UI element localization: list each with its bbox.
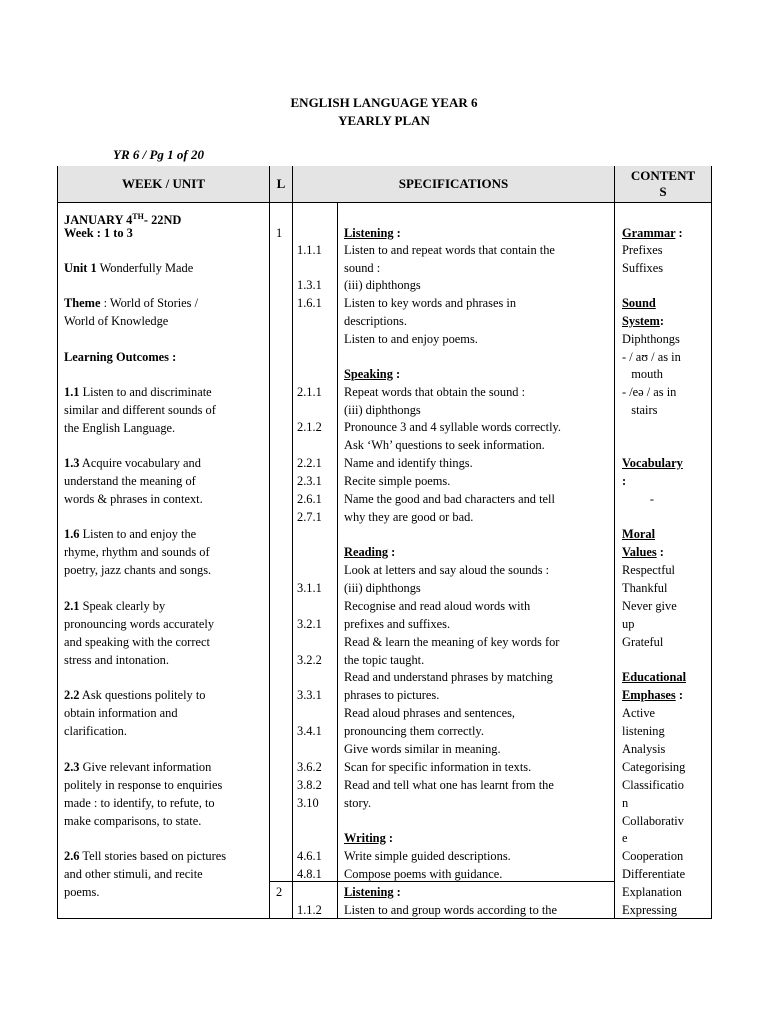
spec-number: 4.6.1 xyxy=(297,849,322,863)
spec-number: 2.3.1 xyxy=(297,474,322,488)
week-unit-line: words & phrases in context. xyxy=(64,492,203,506)
col-divider-2 xyxy=(292,166,293,919)
contents-line: n xyxy=(622,796,629,810)
contents-line: Expressing xyxy=(622,903,678,917)
week-unit-line: clarification. xyxy=(64,724,127,738)
contents-line: Suffixes xyxy=(622,261,664,275)
week-unit-line: Unit 1 Wonderfully Made xyxy=(64,261,194,275)
spec-number: 1.6.1 xyxy=(297,296,322,310)
spec-line: (iii) diphthongs xyxy=(344,278,421,292)
header-l: L xyxy=(270,166,292,202)
spec-line: Read aloud phrases and sentences, xyxy=(344,706,516,720)
contents-line: Active xyxy=(622,706,656,720)
week-unit-line: and speaking with the correct xyxy=(64,635,210,649)
spec-number: 3.6.2 xyxy=(297,760,322,774)
week-unit-line: 2.2 Ask questions politely to xyxy=(64,688,206,702)
spec-number: 3.2.1 xyxy=(297,617,322,631)
week-unit-line: rhyme, rhythm and sounds of xyxy=(64,545,210,559)
spec-line: Give words similar in meaning. xyxy=(344,742,501,756)
spec-number: 2.2.1 xyxy=(297,456,322,470)
spec-number: 3.10 xyxy=(297,796,319,810)
contents-line: e xyxy=(622,831,628,845)
spec-line: Name the good and bad characters and tell xyxy=(344,492,555,506)
contents-heading: Vocabulary xyxy=(622,456,683,470)
spec-line: sound : xyxy=(344,261,381,275)
header-week-unit: WEEK / UNIT xyxy=(58,166,269,202)
spec-line: Recognise and read aloud words with xyxy=(344,599,531,613)
contents-line: mouth xyxy=(622,367,663,381)
contents-line: - xyxy=(622,492,655,506)
week-unit-line: 2.1 Speak clearly by xyxy=(64,599,166,613)
spec-line: pronouncing them correctly. xyxy=(344,724,484,738)
contents-line: Prefixes xyxy=(622,243,663,257)
skill-heading: Reading : xyxy=(344,545,396,559)
spec-line: Name and identify things. xyxy=(344,456,473,470)
contents-line: Never give xyxy=(622,599,677,613)
week-unit-line: politely in response to enquiries xyxy=(64,778,223,792)
contents-line: Respectful xyxy=(622,563,675,577)
spec-line: Compose poems with guidance. xyxy=(344,867,503,881)
contents-line: stairs xyxy=(622,403,658,417)
col-divider-4 xyxy=(614,166,615,919)
contents-heading: Moral xyxy=(622,527,656,541)
lesson-number: 2 xyxy=(276,885,283,899)
contents-line: - /eə / as in xyxy=(622,385,677,399)
col-divider-3 xyxy=(337,202,338,919)
spec-line: (iii) diphthongs xyxy=(344,403,421,417)
spec-line: Listen to and repeat words that contain the xyxy=(344,243,555,257)
week-unit-line: 1.3 Acquire vocabulary and xyxy=(64,456,201,470)
week-unit-line: obtain information and xyxy=(64,706,178,720)
spec-line: prefixes and suffixes. xyxy=(344,617,451,631)
week-unit-line: make comparisons, to state. xyxy=(64,814,202,828)
document-subtitle: YEARLY PLAN xyxy=(338,113,430,128)
contents-line: Explanation xyxy=(622,885,682,899)
skill-heading: Listening : xyxy=(344,885,401,899)
col-divider-1 xyxy=(269,166,270,919)
skill-heading: Speaking : xyxy=(344,367,401,381)
week-unit-line: poems. xyxy=(64,885,100,899)
spec-line: Read and tell what one has learnt from the xyxy=(344,778,554,792)
contents-line: Classificatio xyxy=(622,778,684,792)
week-unit-line: Week : 1 to 3 xyxy=(64,226,133,240)
week-unit-line: similar and different sounds of xyxy=(64,403,216,417)
contents-line: Categorising xyxy=(622,760,686,774)
contents-line: up xyxy=(622,617,635,631)
spec-number: 2.1.1 xyxy=(297,385,322,399)
spec-line: Look at letters and say aloud the sounds : xyxy=(344,563,550,577)
contents-line: - / aʊ / as in xyxy=(622,350,681,364)
spec-number: 2.6.1 xyxy=(297,492,322,506)
spec-line: story. xyxy=(344,796,372,810)
week-unit-line: JANUARY 4TH- 22ND xyxy=(64,212,182,228)
week-unit-line: made : to identify, to refute, to xyxy=(64,796,215,810)
spec-line: Repeat words that obtain the sound : xyxy=(344,385,526,399)
spec-number: 2.7.1 xyxy=(297,510,322,524)
spec-line: why they are good or bad. xyxy=(344,510,474,524)
week-unit-line: understand the meaning of xyxy=(64,474,196,488)
contents-heading: Educational xyxy=(622,670,687,684)
spec-number: 1.3.1 xyxy=(297,278,322,292)
contents-line: Collaborativ xyxy=(622,814,684,828)
header-specifications: SPECIFICATIONS xyxy=(293,166,614,202)
week-unit-line: and other stimuli, and recite xyxy=(64,867,203,881)
contents-line: Thankful xyxy=(622,581,668,595)
spec-line: Recite simple poems. xyxy=(344,474,451,488)
skill-heading: Writing : xyxy=(344,831,393,845)
contents-heading: System: xyxy=(622,314,664,328)
contents-line: listening xyxy=(622,724,665,738)
contents-line: Cooperation xyxy=(622,849,684,863)
week-unit-line: poetry, jazz chants and songs. xyxy=(64,563,212,577)
spec-line: Read & learn the meaning of key words for xyxy=(344,635,560,649)
contents-heading: Grammar : xyxy=(622,226,683,240)
spec-line: Listen to and enjoy poems. xyxy=(344,332,478,346)
spec-line: the topic taught. xyxy=(344,653,425,667)
spec-number: 1.1.2 xyxy=(297,903,322,917)
week-unit-line: 2.3 Give relevant information xyxy=(64,760,212,774)
contents-heading: Emphases : xyxy=(622,688,683,702)
spec-line: descriptions. xyxy=(344,314,407,328)
week-unit-line: stress and intonation. xyxy=(64,653,169,667)
spec-line: (iii) diphthongs xyxy=(344,581,421,595)
spec-number: 3.3.1 xyxy=(297,688,322,702)
spec-line: Scan for specific information in texts. xyxy=(344,760,532,774)
spec-line: phrases to pictures. xyxy=(344,688,440,702)
contents-heading: Values : xyxy=(622,545,664,559)
header-contents: CONTENT S xyxy=(615,166,711,202)
spec-number: 1.1.1 xyxy=(297,243,322,257)
contents-line: Diphthongs xyxy=(622,332,680,346)
spec-line: Ask ‘Wh’ questions to seek information. xyxy=(344,438,545,452)
contents-line: Differentiate xyxy=(622,867,686,881)
spec-number: 3.8.2 xyxy=(297,778,322,792)
contents-heading: Sound xyxy=(622,296,656,310)
week-unit-line: 1.6 Listen to and enjoy the xyxy=(64,527,197,541)
week-unit-line: 2.6 Tell stories based on pictures xyxy=(64,849,227,863)
spec-line: Read and understand phrases by matching xyxy=(344,670,553,684)
contents-line: Analysis xyxy=(622,742,666,756)
spec-line: Pronounce 3 and 4 syllable words correctly. xyxy=(344,420,562,434)
spec-line: Write simple guided descriptions. xyxy=(344,849,511,863)
spec-line: Listen to and group words according to the xyxy=(344,903,558,917)
spec-number: 3.4.1 xyxy=(297,724,322,738)
week-unit-line: 1.1 Listen to and discriminate xyxy=(64,385,212,399)
contents-line: : xyxy=(622,474,627,488)
skill-heading: Listening : xyxy=(344,226,401,240)
week-unit-line: the English Language. xyxy=(64,421,176,435)
week-unit-line: World of Knowledge xyxy=(64,314,169,328)
spec-number: 3.1.1 xyxy=(297,581,322,595)
spec-number: 4.8.1 xyxy=(297,867,322,881)
week-unit-line: Learning Outcomes : xyxy=(64,350,177,364)
contents-line: Grateful xyxy=(622,635,664,649)
document-title: ENGLISH LANGUAGE YEAR 6 xyxy=(290,95,478,110)
spec-number: 2.1.2 xyxy=(297,420,322,434)
spec-number: 3.2.2 xyxy=(297,653,322,667)
week-unit-line: Theme : World of Stories / xyxy=(64,296,199,310)
week-unit-line: pronouncing words accurately xyxy=(64,617,215,631)
spec-line: Listen to key words and phrases in xyxy=(344,296,517,310)
page-reference: YR 6 / Pg 1 of 20 xyxy=(113,147,204,162)
lesson-number: 1 xyxy=(276,226,283,240)
